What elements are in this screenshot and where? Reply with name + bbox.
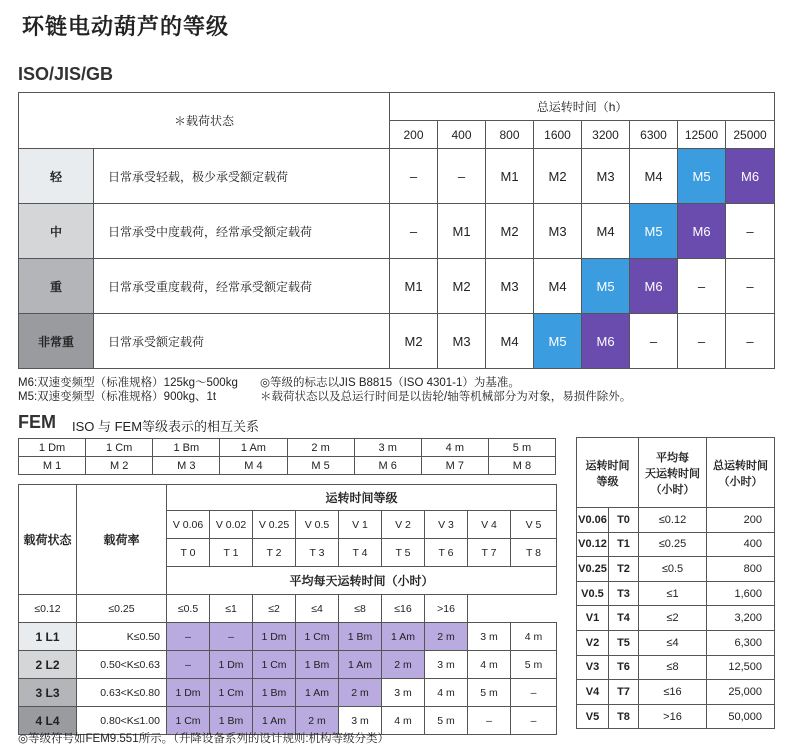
avg-hours-cell: ≤0.25 [77,595,167,623]
grade-cell: – [438,149,486,204]
ops-row [577,655,775,680]
fem-footnote: ◎等级符号如FEM9.551所示。（升降设备系列的设计规则:机构等级分类） [18,733,390,745]
load-level: 轻 [19,149,94,204]
fem-grade-cell: 1 Am [253,707,296,735]
iso-grade-table [18,92,775,369]
ops-header-class-text: 运转时间 等级 [585,459,630,488]
load-level: 非常重 [19,314,94,369]
load-description: 日常承受轻载，极少承受额定载荷 [94,149,390,204]
grade-cell: M2 [438,259,486,314]
ops-row [577,581,775,606]
ops-t: T1 [609,532,639,557]
fem-load-code: 4 L4 [19,707,77,735]
ops-avg: ≤2 [639,606,707,631]
ops-t: T5 [609,630,639,655]
ops-t: T8 [609,704,639,729]
grade-cell: M1 [390,259,438,314]
fem-load-rate: K≤0.50 [77,623,167,651]
grade-cell: M5 [630,204,678,259]
iso-notes-left [18,376,238,404]
ops-row [577,630,775,655]
ops-row [577,680,775,705]
grade-cell: M3 [534,204,582,259]
ops-avg: ≤4 [639,630,707,655]
v-class-cell: V 2 [382,511,425,539]
note-load-state: ＊载荷状态以及总运行时间是以齿轮/轴等机械部分为对象，易损件除外。 [260,391,632,403]
fem-grade-cell: 1 Cm [210,679,253,707]
ops-avg: ≤0.5 [639,557,707,582]
fem-grade-cell: 1 Am [339,651,382,679]
fem-grade-cell: – [167,623,210,651]
op-time-table [576,437,775,729]
t-class-cell: T 1 [210,539,253,567]
fem-grade-cell: 1 Dm [210,651,253,679]
avg-hours-cell: >16 [425,595,468,623]
grade-cell: M4 [534,259,582,314]
ops-v: V0.12 [577,532,609,557]
t-class-cell: T 7 [468,539,511,567]
fem-grade-cell: 1 Bm [253,679,296,707]
iso-row [19,259,775,314]
grade-cell: M2 [534,149,582,204]
ops-total: 25,000 [707,680,775,705]
fem-row [19,707,557,735]
fem-load-code: 1 L1 [19,623,77,651]
grade-cell: M6 [726,149,775,204]
hours-col-1: 400 [438,121,486,149]
grade-cell: – [678,259,726,314]
fem-grade-cell: 2 m [382,651,425,679]
load-state-header: ＊载荷状态 [19,93,390,149]
avg-daily-label: 平均每天运转时间（小时） [167,567,557,595]
page-title: 环链电动葫芦的等级 [22,14,230,39]
fem-grade-cell: 3 m [382,679,425,707]
ops-total: 200 [707,508,775,533]
ops-total: 6,300 [707,630,775,655]
grade-cell: M5 [678,149,726,204]
fem-grade-cell: – [468,707,511,735]
total-time-header: 总运转时间（h） [390,93,775,121]
ops-v: V1 [577,606,609,631]
map-fem-cell: 1 Am [220,439,287,457]
ops-avg: ≤16 [639,680,707,705]
ops-v: V3 [577,655,609,680]
fem-grade-cell: – [210,623,253,651]
fem-row [19,623,557,651]
ops-avg: ≤0.12 [639,508,707,533]
load-description: 日常承受中度载荷，经常承受额定载荷 [94,204,390,259]
ops-total: 12,500 [707,655,775,680]
load-description: 日常承受额定载荷 [94,314,390,369]
iso-row [19,314,775,369]
avg-hours-cell: ≤8 [339,595,382,623]
v-class-cell: V 1 [339,511,382,539]
load-description: 日常承受重度载荷，经常承受额定载荷 [94,259,390,314]
grade-cell: – [726,259,775,314]
hours-col-5: 6300 [630,121,678,149]
fem-load-code: 3 L3 [19,679,77,707]
fem-grade-cell: 5 m [425,707,468,735]
ops-t: T0 [609,508,639,533]
fem-grade-cell: 1 Dm [167,679,210,707]
ops-avg: ≤1 [639,581,707,606]
fem-heading: FEM [18,412,56,432]
grade-cell: – [390,149,438,204]
grade-cell: M6 [630,259,678,314]
fem-load-rate: 0.63<K≤0.80 [77,679,167,707]
fem-grade-cell: 2 m [339,679,382,707]
v-class-cell: V 0.02 [210,511,253,539]
map-iso-cell: M 7 [421,457,488,475]
fem-grade-cell: 1 Cm [296,623,339,651]
ops-v: V0.06 [577,508,609,533]
ops-header-avg [639,438,707,508]
v-class-cell: V 4 [468,511,511,539]
ops-total: 3,200 [707,606,775,631]
ops-row [577,606,775,631]
map-fem-cell: 2 m [287,439,354,457]
note-m5: M5:双速变频型（标准规格）900kg、1t [18,391,217,403]
avg-hours-cell: ≤0.5 [167,595,210,623]
t-class-cell: T 3 [296,539,339,567]
ops-t: T2 [609,557,639,582]
hours-col-6: 12500 [678,121,726,149]
t-class-cell: T 4 [339,539,382,567]
grade-cell: M4 [486,314,534,369]
v-class-cell: V 0.5 [296,511,339,539]
ops-avg: ≤0.25 [639,532,707,557]
fem-grade-cell: 1 Am [296,679,339,707]
ops-total: 1,600 [707,581,775,606]
ops-header-total-text: 总运转时间 （小时） [713,459,768,488]
map-iso-cell: M 8 [488,457,555,475]
ops-t: T4 [609,606,639,631]
ops-v: V0.5 [577,581,609,606]
fem-load-rate: 0.50<K≤0.63 [77,651,167,679]
hours-col-0: 200 [390,121,438,149]
ops-header-avg-text: 平均每 天运转时间 （小时） [645,451,700,496]
grade-cell: – [630,314,678,369]
map-fem-cell: 4 m [421,439,488,457]
fem-grade-cell: 3 m [339,707,382,735]
grade-cell: – [726,314,775,369]
fem-grade-cell: 1 Dm [253,623,296,651]
fem-load-rate: 0.80<K≤1.00 [77,707,167,735]
grade-cell: – [678,314,726,369]
fem-load-code: 2 L2 [19,651,77,679]
load-level: 中 [19,204,94,259]
grade-cell: M6 [678,204,726,259]
map-iso-cell: M 5 [287,457,354,475]
fem-grade-cell: 4 m [511,623,557,651]
op-time-class-label: 运转时间等级 [167,485,557,511]
ops-total: 400 [707,532,775,557]
t-class-cell: T 6 [425,539,468,567]
map-iso-cell: M 3 [153,457,220,475]
ops-row [577,532,775,557]
hours-col-7: 25000 [726,121,775,149]
fem-grade-cell: 3 m [425,651,468,679]
load-state-label: 载荷状态 [19,485,77,595]
fem-grade-cell: 4 m [382,707,425,735]
grade-cell: M2 [486,204,534,259]
grade-cell: M4 [582,204,630,259]
fem-grade-cell: 1 Bm [339,623,382,651]
fem-grade-cell: – [511,679,557,707]
grade-cell: M5 [582,259,630,314]
t-class-cell: T 5 [382,539,425,567]
ops-row [577,704,775,729]
v-class-cell: V 5 [511,511,557,539]
ops-v: V5 [577,704,609,729]
v-class-cell: V 0.06 [167,511,210,539]
map-iso-cell: M 2 [86,457,153,475]
fem-grade-cell: – [167,651,210,679]
ops-header-total [707,438,775,508]
map-iso-cell: M 4 [220,457,287,475]
hours-col-2: 800 [486,121,534,149]
t-class-cell: T 2 [253,539,296,567]
ops-t: T6 [609,655,639,680]
map-fem-cell: 1 Bm [153,439,220,457]
ops-header-class [577,438,639,508]
v-class-cell: V 3 [425,511,468,539]
fem-grade-cell: 4 m [425,679,468,707]
iso-heading: ISO/JIS/GB [18,64,114,84]
ops-total: 50,000 [707,704,775,729]
fem-description: ISO 与 FEM等级表示的相互关系 [72,419,260,434]
fem-grade-table [18,484,557,735]
map-fem-cell: 5 m [488,439,555,457]
avg-hours-cell: ≤4 [296,595,339,623]
ops-avg: >16 [639,704,707,729]
load-rate-label: 载荷率 [77,485,167,595]
fem-grade-cell: 3 m [468,623,511,651]
fem-grade-cell: 2 m [296,707,339,735]
t-class-cell: T 8 [511,539,557,567]
iso-fem-map-table [18,438,556,475]
fem-grade-cell: 4 m [468,651,511,679]
iso-notes-right [260,376,631,404]
iso-row [19,204,775,259]
avg-hours-cell: ≤16 [382,595,425,623]
load-level: 重 [19,259,94,314]
grade-cell: – [390,204,438,259]
grade-cell: M1 [486,149,534,204]
fem-grade-cell: 1 Am [382,623,425,651]
grade-cell: M4 [630,149,678,204]
v-class-cell: V 0.25 [253,511,296,539]
fem-grade-cell: 1 Cm [167,707,210,735]
avg-hours-cell: ≤2 [253,595,296,623]
grade-cell: M5 [534,314,582,369]
map-fem-cell: 1 Cm [86,439,153,457]
ops-v: V4 [577,680,609,705]
fem-grade-cell: 1 Bm [210,707,253,735]
grade-cell: M3 [486,259,534,314]
ops-t: T7 [609,680,639,705]
map-fem-cell: 1 Dm [19,439,86,457]
grade-cell: M6 [582,314,630,369]
avg-hours-cell: ≤1 [210,595,253,623]
ops-total: 800 [707,557,775,582]
t-class-cell: T 0 [167,539,210,567]
hours-col-3: 1600 [534,121,582,149]
map-fem-cell: 3 m [354,439,421,457]
fem-row [19,679,557,707]
ops-v: V2 [577,630,609,655]
ops-row [577,557,775,582]
ops-t: T3 [609,581,639,606]
note-m6: M6:双速变频型（标准规格）125kg～500kg [18,377,238,389]
iso-row [19,149,775,204]
grade-cell: – [726,204,775,259]
ops-avg: ≤8 [639,655,707,680]
grade-cell: M2 [390,314,438,369]
map-iso-cell: M 1 [19,457,86,475]
map-iso-cell: M 6 [354,457,421,475]
ops-v: V0.25 [577,557,609,582]
fem-grade-cell: 1 Cm [253,651,296,679]
hours-col-4: 3200 [582,121,630,149]
grade-cell: M1 [438,204,486,259]
fem-grade-cell: 5 m [468,679,511,707]
grade-cell: M3 [582,149,630,204]
fem-grade-cell: – [511,707,557,735]
fem-row [19,651,557,679]
note-standard: ◎等级的标志以JIS B8815（ISO 4301-1）为基准。 [260,377,520,389]
grade-cell: M3 [438,314,486,369]
avg-hours-cell: ≤0.12 [19,595,77,623]
fem-grade-cell: 1 Bm [296,651,339,679]
fem-grade-cell: 5 m [511,651,557,679]
ops-row [577,508,775,533]
fem-grade-cell: 2 m [425,623,468,651]
